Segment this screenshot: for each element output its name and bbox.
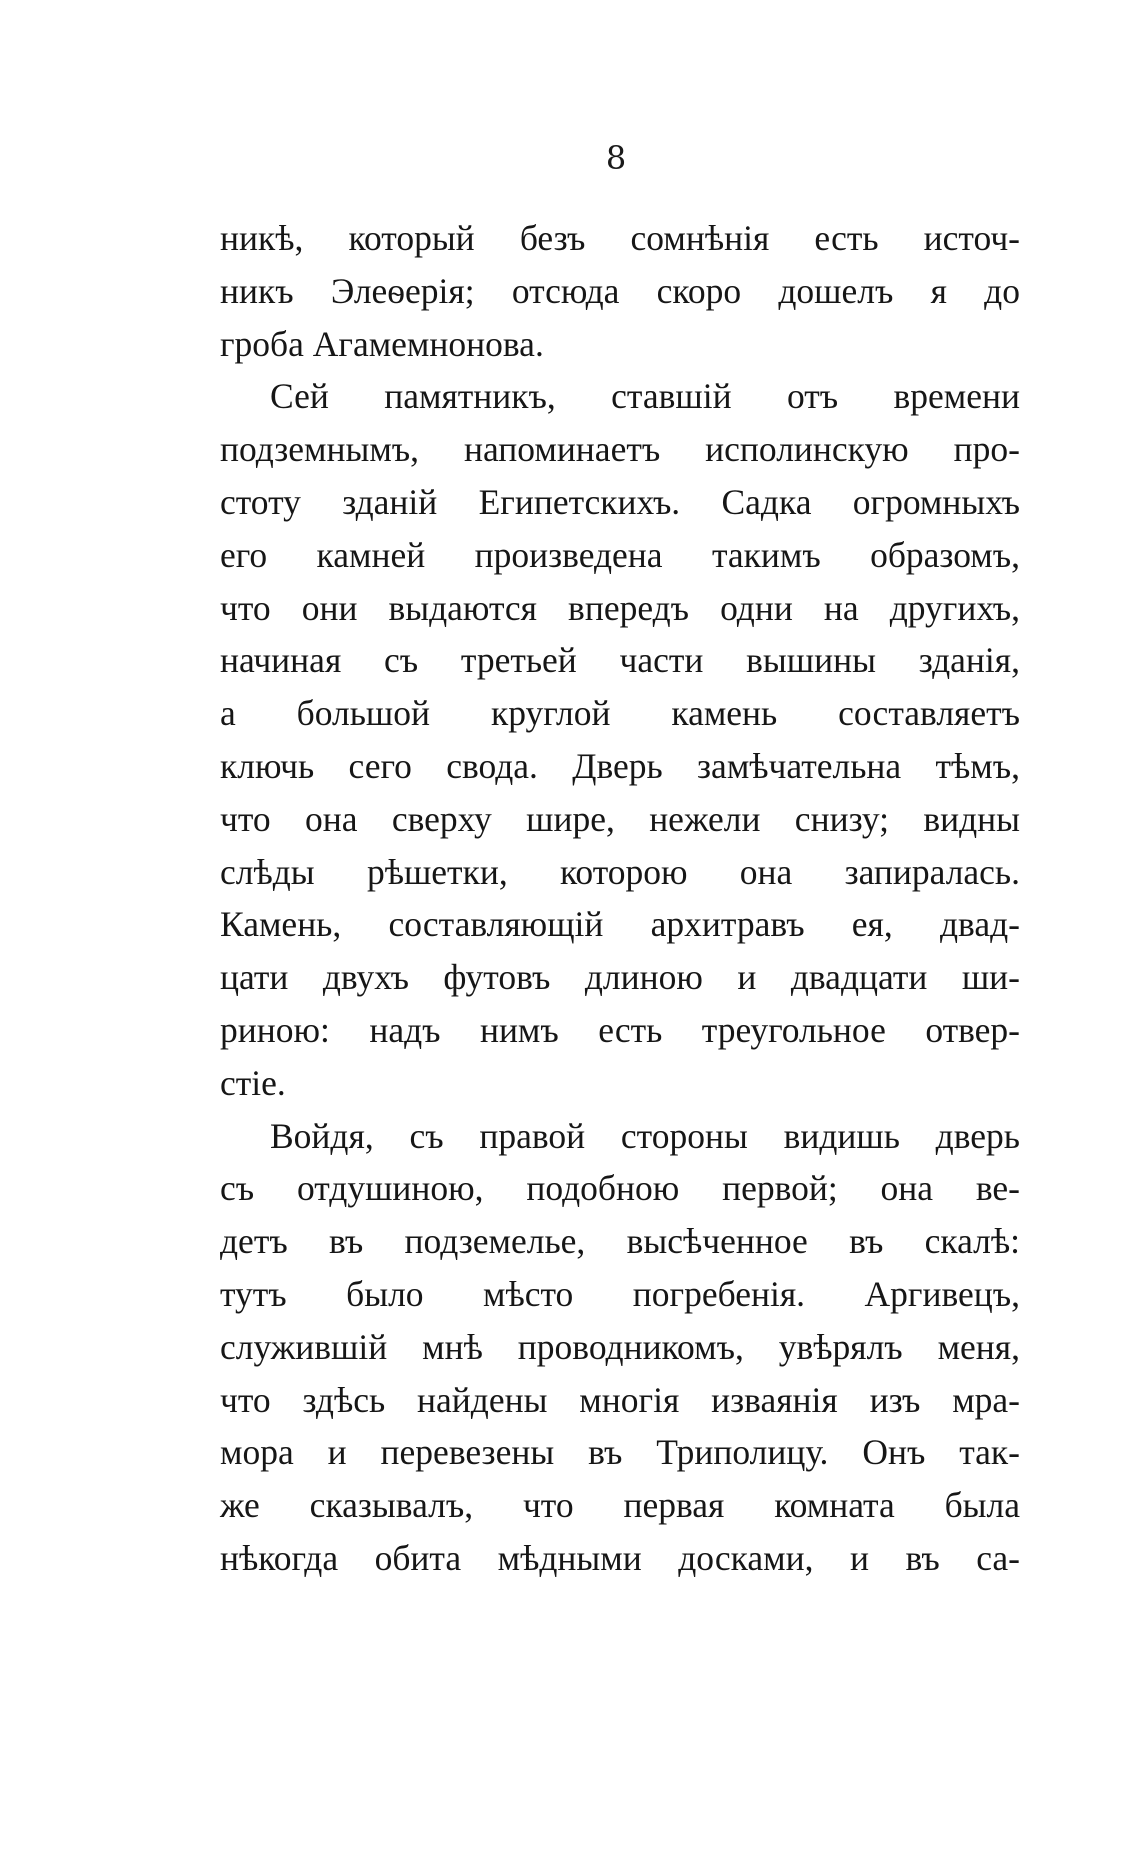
text-line: подземнымъ, напоминаетъ исполинскую про- [220, 429, 1020, 470]
text-line: стоту зданій Египетскихъ. Садка огромныхъ [220, 481, 1020, 522]
text-line: стіе. [220, 1062, 286, 1103]
text-line: Войдя, съ правой стороны видишь дверь [270, 1115, 1020, 1156]
text-line: что они выдаются впередъ одни на другихъ, [220, 587, 1020, 628]
paragraph-1 [220, 212, 1020, 370]
text-line: детъ въ подземелье, высѣченное въ скалѣ: [220, 1221, 1020, 1262]
text-line: его камней произведена такимъ образомъ, [220, 534, 1020, 575]
text-line: мора и перевезены въ Триполицу. Онъ так- [220, 1432, 1020, 1473]
page-number: 8 [605, 139, 627, 177]
text-line: ключь сего свода. Дверь замѣчательна тѣмъ, [220, 745, 1020, 786]
text-line: служившій мнѣ проводникомъ, увѣрялъ меня, [220, 1326, 1020, 1367]
text-line: Сей памятникъ, ставшій отъ времени [270, 376, 1020, 417]
text-line: съ отдушиною, подобною первой; она ве- [220, 1168, 1020, 1209]
text-line: слѣды рѣшетки, которою она запиралась. [220, 851, 1020, 892]
text-line: начиная съ третьей части вышины зданія, [220, 640, 1020, 681]
text-line: же сказывалъ, что первая комната была [220, 1485, 1020, 1526]
text-line: тутъ было мѣсто погребенія. Аргивецъ, [220, 1273, 1020, 1314]
text-line: что она сверху шире, нежели снизу; видны [220, 798, 1020, 839]
text-line: Камень, составляющій архитравъ ея, двад- [220, 904, 1020, 945]
paragraph-2 [220, 370, 1020, 1109]
text-line: а большой круглой камень составляетъ [220, 693, 1020, 734]
text-line: что здѣсь найдены многія изваянія изъ мра- [220, 1379, 1020, 1420]
text-line: гроба Агамемнонова. [220, 323, 544, 364]
text-line: никѣ, который безъ сомнѣнія есть источ- [220, 218, 1020, 258]
text-line: никъ Элеѳерія; отсюда скоро дошелъ я до [220, 270, 1020, 311]
body-text [220, 212, 1020, 1585]
paragraph-3 [220, 1110, 1020, 1585]
text-line: нѣкогда обита мѣдными досками, и въ са- [220, 1537, 1020, 1578]
text-line: цати двухъ футовъ длиною и двадцати ши- [220, 957, 1020, 998]
text-line: риною: надъ нимъ есть треугольное отвер- [220, 1009, 1020, 1050]
